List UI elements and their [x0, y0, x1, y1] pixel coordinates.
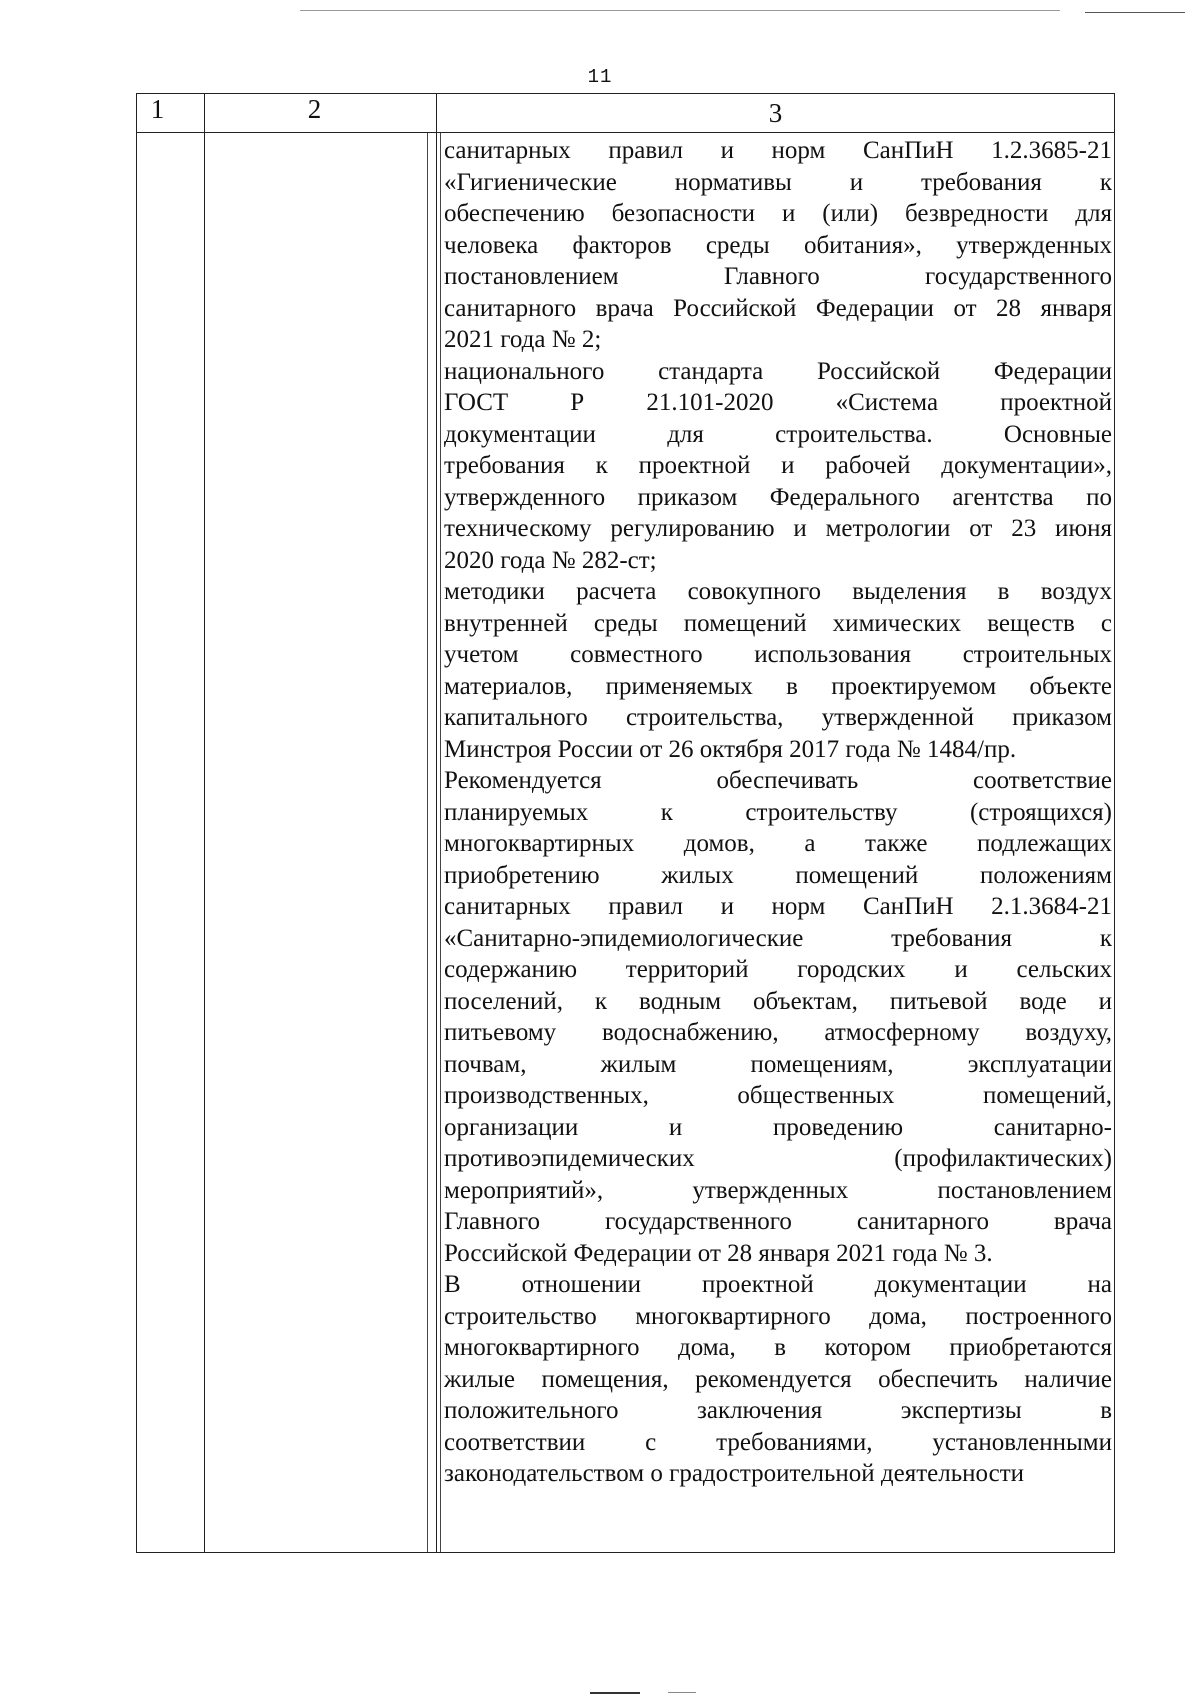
text-line: производственных, общественных помещений,	[444, 1082, 1112, 1109]
text-line: национального стандарта Российской Федерации	[444, 357, 1112, 385]
column-header-3: 3	[437, 94, 1115, 133]
text-line: требования к проектной и рабочей документации»,	[444, 452, 1112, 479]
text-line: соответствии с требованиями, установленными	[444, 1428, 1112, 1456]
text-line: материалов, применяемых в проектируемом объекте	[444, 672, 1112, 700]
text-line: многоквартирных домов, а также подлежащих	[444, 830, 1112, 857]
text-line: обеспечению безопасности и (или) безвредности для	[444, 200, 1112, 227]
text-line: капитального строительства, утвержденной приказом	[444, 704, 1112, 731]
column-1-cell	[137, 133, 205, 1553]
text-line: законодательством о градостроительной деятельности	[444, 1460, 1024, 1487]
text-line: методики расчета совокупного выделения в воздух	[444, 578, 1112, 605]
paragraph	[444, 135, 1112, 356]
text-line: мероприятий», утвержденных постановлением	[444, 1176, 1112, 1204]
paragraph	[444, 1269, 1112, 1490]
column-header-2: 2	[205, 94, 437, 133]
scan-artifact-mark	[668, 1692, 696, 1693]
text-line: «Санитарно-эпидемиологические требования к	[444, 924, 1112, 952]
column-3-text	[444, 135, 1112, 1490]
text-line: жилые помещения, рекомендуется обеспечить наличие	[444, 1365, 1112, 1393]
text-line: постановлением Главного государственного	[444, 263, 1112, 290]
column-3-cell	[437, 133, 1115, 1553]
text-line: санитарных правил и норм СанПиН 2.1.3684-21	[444, 893, 1112, 920]
text-line: учетом совместного использования строительных	[444, 641, 1112, 668]
text-line: внутренней среды помещений химических веществ с	[444, 609, 1112, 637]
text-line: В отношении проектной документации на	[444, 1271, 1112, 1298]
text-line: человека факторов среды обитания», утвержденных	[444, 231, 1112, 259]
text-line: планируемых к строительству (строящихся)	[444, 798, 1112, 826]
text-line: поселений, к водным объектам, питьевой воде и	[444, 987, 1112, 1015]
column-2-cell	[205, 133, 437, 1553]
table-body-row	[137, 133, 1115, 1553]
text-line: Российской Федерации от 28 января 2021 года № 3.	[444, 1239, 993, 1267]
text-line: санитарных правил и норм СанПиН 1.2.3685-21	[444, 137, 1112, 164]
text-line: Рекомендуется обеспечивать соответствие	[444, 767, 1112, 794]
text-line: содержанию территорий городских и сельских	[444, 956, 1112, 983]
text-line: противоэпидемических (профилактических)	[444, 1145, 1112, 1172]
double-border-line	[427, 133, 428, 1552]
text-line: санитарного врача Российской Федерации от 28 января	[444, 294, 1112, 322]
paragraph	[444, 356, 1112, 577]
paragraph	[444, 576, 1112, 765]
text-line: почвам, жилым помещениям, эксплуатации	[444, 1050, 1112, 1078]
text-line: многоквартирного дома, в котором приобретаются	[444, 1334, 1112, 1361]
text-line: приобретению жилых помещений положениям	[444, 861, 1112, 889]
text-line: Главного государственного санитарного врача	[444, 1208, 1112, 1235]
text-line: утвержденного приказом Федерального агентства по	[444, 483, 1112, 511]
text-line: документации для строительства. Основные	[444, 420, 1112, 448]
scan-artifact-line	[300, 10, 1060, 11]
scan-artifact-line	[1085, 12, 1185, 13]
scan-artifact-mark	[590, 1692, 640, 1694]
text-line: ГОСТ Р 21.101-2020 «Система проектной	[444, 389, 1112, 416]
text-line: питьевому водоснабжению, атмосферному воздуху,	[444, 1019, 1112, 1046]
text-line: 2021 года № 2;	[444, 326, 602, 353]
double-border-line	[440, 133, 441, 1552]
text-line: 2020 года № 282-ст;	[444, 546, 657, 574]
page-number: 11	[587, 66, 613, 88]
text-line: «Гигиенические нормативы и требования к	[444, 168, 1112, 196]
text-line: строительство многоквартирного дома, построенного	[444, 1302, 1112, 1330]
text-line: положительного заключения экспертизы в	[444, 1397, 1112, 1424]
text-line: организации и проведению санитарно-	[444, 1113, 1112, 1141]
text-line: Минстроя России от 26 октября 2017 года № 1484/пр.	[444, 735, 1017, 763]
paragraph	[444, 765, 1112, 1269]
column-header-1: 1	[137, 94, 205, 133]
document-table	[136, 93, 1115, 1553]
table-header-row	[137, 94, 1115, 133]
text-line: техническому регулированию и метрологии от 23 июня	[444, 515, 1112, 542]
